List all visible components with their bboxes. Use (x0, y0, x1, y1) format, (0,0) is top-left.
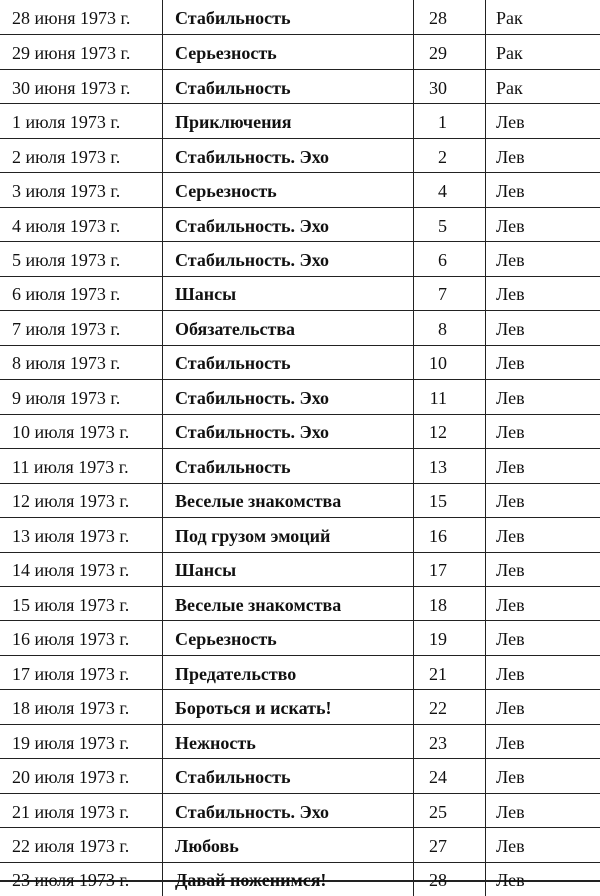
number-cell: 12 (414, 414, 486, 448)
number-cell: 17 (414, 552, 486, 586)
number-cell: 29 (414, 34, 486, 68)
theme-cell: Стабильность. Эхо (163, 241, 414, 275)
theme-cell: Давай поженимся! (163, 862, 414, 896)
date-cell: 17 июля 1973 г. (0, 655, 163, 689)
date-cell: 8 июля 1973 г. (0, 345, 163, 379)
zodiac-sign-cell: Лев (486, 793, 600, 827)
zodiac-sign-cell: Лев (486, 689, 600, 723)
date-cell: 11 июля 1973 г. (0, 448, 163, 482)
zodiac-sign-cell: Лев (486, 207, 600, 241)
zodiac-sign-cell: Лев (486, 414, 600, 448)
theme-cell: Стабильность. Эхо (163, 207, 414, 241)
date-cell: 5 июля 1973 г. (0, 241, 163, 275)
date-cell: 12 июля 1973 г. (0, 483, 163, 517)
zodiac-sign-cell: Лев (486, 345, 600, 379)
theme-cell: Бороться и искать! (163, 689, 414, 723)
number-cell: 25 (414, 793, 486, 827)
zodiac-sign-cell: Лев (486, 862, 600, 896)
date-cell: 6 июля 1973 г. (0, 276, 163, 310)
zodiac-sign-cell: Лев (486, 586, 600, 620)
date-cell: 28 июня 1973 г. (0, 0, 163, 34)
zodiac-sign-cell: Лев (486, 758, 600, 792)
number-cell: 21 (414, 655, 486, 689)
number-cell: 23 (414, 724, 486, 758)
zodiac-sign-cell: Лев (486, 655, 600, 689)
zodiac-sign-cell: Лев (486, 552, 600, 586)
number-cell: 2 (414, 138, 486, 172)
date-cell: 4 июля 1973 г. (0, 207, 163, 241)
number-cell: 10 (414, 345, 486, 379)
date-cell: 23 июля 1973 г. (0, 862, 163, 896)
number-cell: 4 (414, 172, 486, 206)
number-cell: 19 (414, 620, 486, 654)
number-cell: 22 (414, 689, 486, 723)
theme-cell: Приключения (163, 103, 414, 137)
zodiac-sign-cell: Лев (486, 827, 600, 861)
number-cell: 7 (414, 276, 486, 310)
zodiac-sign-cell: Рак (486, 69, 600, 103)
date-cell: 13 июля 1973 г. (0, 517, 163, 551)
number-cell: 5 (414, 207, 486, 241)
theme-cell: Шансы (163, 552, 414, 586)
zodiac-sign-cell: Лев (486, 517, 600, 551)
theme-cell: Серьезность (163, 172, 414, 206)
theme-cell: Стабильность (163, 69, 414, 103)
zodiac-sign-cell: Лев (486, 241, 600, 275)
date-cell: 9 июля 1973 г. (0, 379, 163, 413)
theme-cell: Нежность (163, 724, 414, 758)
date-cell: 18 июля 1973 г. (0, 689, 163, 723)
theme-cell: Стабильность (163, 0, 414, 34)
number-cell: 16 (414, 517, 486, 551)
number-cell: 28 (414, 0, 486, 34)
theme-cell: Стабильность. Эхо (163, 379, 414, 413)
zodiac-sign-cell: Лев (486, 138, 600, 172)
theme-cell: Стабильность. Эхо (163, 414, 414, 448)
number-cell: 11 (414, 379, 486, 413)
zodiac-sign-cell: Лев (486, 620, 600, 654)
date-cell: 7 июля 1973 г. (0, 310, 163, 344)
number-cell: 28 (414, 862, 486, 896)
date-cell: 1 июля 1973 г. (0, 103, 163, 137)
zodiac-sign-cell: Лев (486, 276, 600, 310)
zodiac-sign-cell: Лев (486, 724, 600, 758)
zodiac-sign-cell: Лев (486, 483, 600, 517)
theme-cell: Стабильность. Эхо (163, 138, 414, 172)
date-cell: 14 июля 1973 г. (0, 552, 163, 586)
theme-cell: Серьезность (163, 34, 414, 68)
theme-cell: Шансы (163, 276, 414, 310)
theme-cell: Стабильность (163, 345, 414, 379)
number-cell: 24 (414, 758, 486, 792)
zodiac-sign-cell: Рак (486, 34, 600, 68)
number-cell: 27 (414, 827, 486, 861)
number-cell: 8 (414, 310, 486, 344)
date-cell: 22 июля 1973 г. (0, 827, 163, 861)
theme-cell: Под грузом эмоций (163, 517, 414, 551)
theme-cell: Веселые знакомства (163, 483, 414, 517)
number-cell: 15 (414, 483, 486, 517)
date-cell: 29 июня 1973 г. (0, 34, 163, 68)
zodiac-sign-cell: Лев (486, 172, 600, 206)
theme-cell: Любовь (163, 827, 414, 861)
zodiac-sign-cell: Лев (486, 379, 600, 413)
theme-cell: Веселые знакомства (163, 586, 414, 620)
zodiac-sign-cell: Лев (486, 310, 600, 344)
number-cell: 30 (414, 69, 486, 103)
theme-cell: Обязательства (163, 310, 414, 344)
theme-cell: Предательство (163, 655, 414, 689)
number-cell: 13 (414, 448, 486, 482)
theme-cell: Стабильность. Эхо (163, 793, 414, 827)
date-cell: 2 июля 1973 г. (0, 138, 163, 172)
date-cell: 21 июля 1973 г. (0, 793, 163, 827)
date-cell: 20 июля 1973 г. (0, 758, 163, 792)
theme-cell: Стабильность (163, 448, 414, 482)
date-cell: 10 июля 1973 г. (0, 414, 163, 448)
date-cell: 30 июня 1973 г. (0, 69, 163, 103)
date-cell: 15 июля 1973 г. (0, 586, 163, 620)
number-cell: 1 (414, 103, 486, 137)
date-cell: 16 июля 1973 г. (0, 620, 163, 654)
zodiac-sign-cell: Лев (486, 103, 600, 137)
date-cell: 19 июля 1973 г. (0, 724, 163, 758)
zodiac-sign-cell: Лев (486, 448, 600, 482)
number-cell: 6 (414, 241, 486, 275)
date-cell: 3 июля 1973 г. (0, 172, 163, 206)
theme-cell: Серьезность (163, 620, 414, 654)
theme-cell: Стабильность (163, 758, 414, 792)
number-cell: 18 (414, 586, 486, 620)
zodiac-sign-cell: Рак (496, 8, 523, 29)
